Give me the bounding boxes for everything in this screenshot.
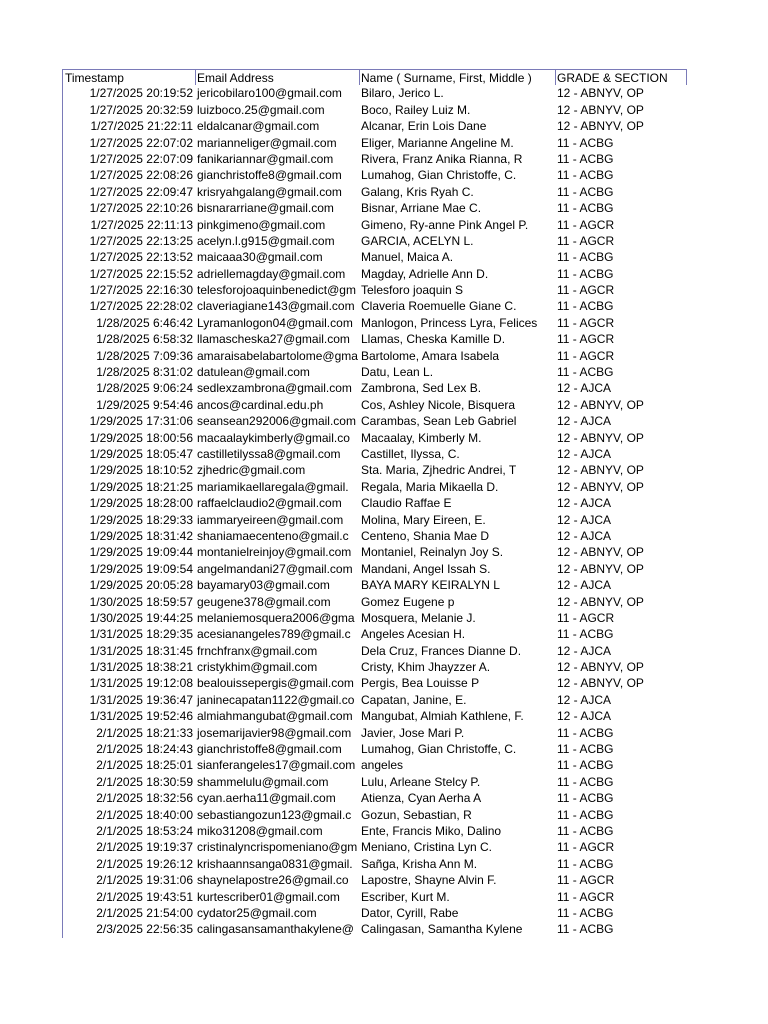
table-row bbox=[63, 151, 688, 167]
email-cell[interactable]: cristykhim@gmail.com bbox=[197, 660, 318, 675]
timestamp-cell[interactable]: 2/1/2025 18:53:24 bbox=[96, 823, 193, 838]
table-row bbox=[63, 528, 688, 544]
name-cell[interactable]: Castillet, Ilyssa, C. bbox=[361, 446, 460, 461]
timestamp-cell[interactable]: 2/1/2025 18:21:33 bbox=[96, 725, 193, 740]
email-cell[interactable]: sebastiangozun123@gmail.c bbox=[197, 807, 352, 822]
timestamp-cell[interactable]: 1/28/2025 7:09:36 bbox=[96, 348, 193, 363]
timestamp-cell[interactable]: 2/1/2025 21:54:00 bbox=[96, 905, 193, 920]
table-row bbox=[63, 675, 688, 691]
timestamp-cell[interactable]: 1/27/2025 22:15:52 bbox=[89, 266, 193, 281]
timestamp-cell[interactable]: 1/31/2025 19:36:47 bbox=[89, 692, 193, 707]
name-cell[interactable]: Escriber, Kurt M. bbox=[361, 889, 450, 904]
timestamp-cell[interactable]: 1/27/2025 22:07:09 bbox=[89, 151, 193, 166]
email-cell[interactable]: telesforojoaquinbenedict@gm bbox=[197, 283, 356, 298]
name-cell[interactable]: Capatan, Janine, E. bbox=[361, 692, 467, 707]
grade-cell[interactable]: 11 - ACBG bbox=[557, 823, 614, 838]
grade-cell[interactable]: 12 - AJCA bbox=[557, 381, 612, 396]
email-cell[interactable]: jericobilaro100@gmail.com bbox=[197, 86, 342, 101]
name-cell[interactable]: Alcanar, Erin Lois Dane bbox=[361, 119, 487, 134]
timestamp-cell[interactable]: 1/28/2025 9:06:24 bbox=[96, 381, 193, 396]
name-cell[interactable]: Gimeno, Ry-anne Pink Angel P. bbox=[361, 217, 529, 232]
timestamp-cell[interactable]: 2/1/2025 18:40:00 bbox=[96, 807, 193, 822]
grade-cell[interactable]: 11 - AGCR bbox=[557, 873, 615, 888]
email-cell[interactable]: sianferangeles17@gmail.com bbox=[197, 758, 356, 773]
table-row bbox=[63, 905, 688, 921]
email-cell[interactable]: shaniamaecenteno@gmail.c bbox=[197, 528, 349, 543]
grade-cell[interactable]: 11 - ACBG bbox=[557, 742, 614, 757]
email-cell[interactable]: cristinalyncrispomeniano@gm bbox=[197, 840, 358, 855]
name-cell[interactable]: Carambas, Sean Leb Gabriel bbox=[361, 414, 517, 429]
name-cell[interactable]: Regala, Maria Mikaella D. bbox=[361, 479, 499, 494]
table-row bbox=[63, 790, 688, 806]
name-cell[interactable]: Rivera, Franz Anika Rianna, R bbox=[361, 151, 523, 166]
timestamp-cell[interactable]: 1/27/2025 22:11:13 bbox=[90, 217, 193, 232]
grade-cell[interactable]: 11 - ACBG bbox=[557, 184, 614, 199]
timestamp-cell[interactable]: 2/1/2025 18:32:56 bbox=[96, 791, 193, 806]
table-row bbox=[63, 364, 688, 380]
timestamp-cell[interactable]: 1/27/2025 22:07:02 bbox=[89, 135, 193, 150]
name-cell[interactable]: Lulu, Arleane Stelcy P. bbox=[361, 774, 481, 789]
grade-cell[interactable]: 11 - ACBG bbox=[557, 266, 614, 281]
email-cell[interactable]: josemarijavier98@gmail.com bbox=[197, 725, 352, 740]
grade-cell[interactable]: 12 - ABNYV, OP bbox=[557, 463, 644, 478]
grade-cell[interactable]: 12 - AJCA bbox=[557, 709, 612, 724]
header-name[interactable]: Name ( Surname, First, Middle ) bbox=[359, 69, 555, 85]
name-cell[interactable]: Claveria Roemuelle Giane C. bbox=[361, 299, 517, 314]
grade-cell[interactable]: 12 - ABNYV, OP bbox=[557, 479, 644, 494]
table-row bbox=[63, 85, 688, 101]
grade-cell[interactable]: 12 - ABNYV, OP bbox=[557, 86, 644, 101]
name-cell[interactable]: Mangubat, Almiah Kathlene, F. bbox=[361, 709, 524, 724]
timestamp-cell[interactable]: 1/29/2025 19:09:54 bbox=[89, 561, 193, 576]
table-row bbox=[63, 331, 688, 347]
table-row bbox=[63, 298, 688, 314]
grade-cell[interactable]: 11 - ACBG bbox=[557, 807, 614, 822]
timestamp-cell[interactable]: 1/27/2025 22:13:25 bbox=[89, 233, 193, 248]
table-row bbox=[63, 610, 688, 626]
timestamp-cell[interactable]: 1/27/2025 22:09:47 bbox=[89, 184, 193, 199]
name-cell[interactable]: Centeno, Shania Mae D bbox=[361, 528, 490, 543]
name-cell[interactable]: Magday, Adrielle Ann D. bbox=[361, 266, 489, 281]
grade-cell[interactable]: 12 - AJCA bbox=[557, 528, 612, 543]
table-row bbox=[63, 249, 688, 265]
table-row bbox=[63, 282, 688, 298]
email-cell[interactable]: pinkgimeno@gmail.com bbox=[197, 217, 326, 232]
name-cell[interactable]: Gozun, Sebastian, R bbox=[361, 807, 472, 822]
email-cell[interactable]: almiahmangubat@gmail.com bbox=[197, 709, 353, 724]
grade-cell[interactable]: 11 - ACBG bbox=[557, 299, 614, 314]
timestamp-cell[interactable]: 1/31/2025 18:31:45 bbox=[89, 643, 193, 658]
email-cell[interactable]: cyan.aerha11@gmail.com bbox=[197, 791, 336, 806]
grade-cell[interactable]: 11 - AGCR bbox=[557, 840, 615, 855]
timestamp-cell[interactable]: 1/30/2025 19:44:25 bbox=[89, 610, 193, 625]
table-row bbox=[63, 184, 688, 200]
grade-cell[interactable]: 11 - ACBG bbox=[557, 151, 614, 166]
name-cell[interactable]: Llamas, Cheska Kamille D. bbox=[361, 332, 506, 347]
table-row bbox=[63, 348, 688, 364]
table-row bbox=[63, 462, 688, 478]
table-row bbox=[63, 839, 688, 855]
email-cell[interactable]: kurtescriber01@gmail.com bbox=[197, 889, 340, 904]
table-row bbox=[63, 889, 688, 905]
table-row bbox=[63, 692, 688, 708]
timestamp-cell[interactable]: 1/29/2025 9:54:46 bbox=[96, 397, 193, 412]
grade-cell[interactable]: 12 - AJCA bbox=[557, 446, 612, 461]
name-cell[interactable]: Dator, Cyrill, Rabe bbox=[361, 905, 459, 920]
email-cell[interactable]: seansean292006@gmail.com bbox=[197, 414, 356, 429]
name-cell[interactable]: Lumahog, Gian Christoffe, C. bbox=[361, 742, 517, 757]
timestamp-cell[interactable]: 1/31/2025 19:12:08 bbox=[89, 676, 193, 691]
timestamp-cell[interactable]: 1/29/2025 18:21:25 bbox=[89, 479, 193, 494]
name-cell[interactable]: Angeles Acesian H. bbox=[361, 627, 466, 642]
table-row bbox=[63, 118, 688, 134]
grade-cell[interactable]: 11 - ACBG bbox=[557, 135, 614, 150]
name-cell[interactable]: Javier, Jose Mari P. bbox=[361, 725, 465, 740]
email-cell[interactable]: Lyramanlogon04@gmail.com bbox=[197, 315, 353, 330]
timestamp-cell[interactable]: 2/1/2025 19:31:06 bbox=[96, 873, 193, 888]
name-cell[interactable]: Mandani, Angel Issah S. bbox=[361, 561, 491, 576]
table-row bbox=[63, 872, 688, 888]
grade-cell[interactable]: 12 - AJCA bbox=[557, 578, 612, 593]
email-cell[interactable]: mariamikaellaregala@gmail. bbox=[197, 479, 349, 494]
email-cell[interactable]: raffaelclaudio2@gmail.com bbox=[197, 496, 342, 511]
email-cell[interactable]: bisnararriane@gmail.com bbox=[197, 201, 334, 216]
email-cell[interactable]: krisryahgalang@gmail.com bbox=[197, 184, 342, 199]
table-row bbox=[63, 397, 688, 413]
grade-cell[interactable]: 11 - AGCR bbox=[557, 233, 615, 248]
email-cell[interactable]: melaniemosquera2006@gma bbox=[197, 610, 355, 625]
name-cell[interactable]: Pergis, Bea Louisse P bbox=[361, 676, 480, 691]
grade-cell[interactable]: 11 - AGCR bbox=[557, 610, 615, 625]
grade-cell[interactable]: 12 - AJCA bbox=[557, 643, 612, 658]
grade-cell[interactable]: 11 - AGCR bbox=[557, 348, 615, 363]
name-cell[interactable]: Meniano, Cristina Lyn C. bbox=[361, 840, 492, 855]
table-row bbox=[63, 512, 688, 528]
email-cell[interactable]: angelmandani27@gmail.com bbox=[197, 561, 353, 576]
grade-cell[interactable]: 12 - AJCA bbox=[557, 414, 612, 429]
email-cell[interactable]: luizboco.25@gmail.com bbox=[197, 102, 325, 117]
table-body bbox=[62, 85, 688, 937]
table-row bbox=[63, 413, 688, 429]
grade-cell[interactable]: 11 - ACBG bbox=[557, 627, 614, 642]
timestamp-cell[interactable]: 2/1/2025 18:25:01 bbox=[96, 758, 193, 773]
table-row bbox=[63, 479, 688, 495]
name-cell[interactable]: Claudio Raffae E bbox=[361, 496, 452, 511]
table-row bbox=[63, 626, 688, 642]
email-cell[interactable]: acelyn.l.g915@gmail.com bbox=[197, 233, 335, 248]
timestamp-cell[interactable]: 1/29/2025 18:05:47 bbox=[89, 446, 193, 461]
table-row bbox=[63, 856, 688, 872]
table-row bbox=[63, 430, 688, 446]
grade-cell[interactable]: 11 - AGCR bbox=[557, 283, 615, 298]
timestamp-cell[interactable]: 2/1/2025 19:26:12 bbox=[96, 856, 193, 871]
timestamp-cell[interactable]: 1/31/2025 18:38:21 bbox=[89, 660, 193, 675]
grade-cell[interactable]: 11 - ACBG bbox=[557, 856, 614, 871]
table-row bbox=[63, 807, 688, 823]
table-row bbox=[63, 200, 688, 216]
name-cell[interactable]: Lumahog, Gian Christoffe, C. bbox=[361, 168, 517, 183]
timestamp-cell[interactable]: 2/1/2025 19:43:51 bbox=[96, 889, 193, 904]
table-row bbox=[63, 544, 688, 560]
grade-cell[interactable]: 11 - AGCR bbox=[557, 889, 615, 904]
email-cell[interactable]: marianneliger@gmail.com bbox=[197, 135, 337, 150]
table-row bbox=[63, 774, 688, 790]
grade-cell[interactable]: 11 - AGCR bbox=[557, 315, 615, 330]
table-row bbox=[63, 921, 688, 937]
name-cell[interactable]: Dela Cruz, Frances Dianne D. bbox=[361, 643, 522, 658]
header-timestamp[interactable]: Timestamp bbox=[62, 69, 195, 85]
email-cell[interactable]: miko31208@gmail.com bbox=[197, 823, 323, 838]
name-cell[interactable]: Montaniel, Reinalyn Joy S. bbox=[361, 545, 504, 560]
table-row bbox=[63, 757, 688, 773]
email-cell[interactable]: bealouissepergis@gmail.com bbox=[197, 676, 354, 691]
grade-cell[interactable]: 11 - ACBG bbox=[557, 922, 614, 937]
timestamp-cell[interactable]: 1/31/2025 18:29:35 bbox=[89, 627, 193, 642]
email-cell[interactable]: eldalcanar@gmail.com bbox=[197, 119, 320, 134]
timestamp-cell[interactable]: 2/1/2025 18:30:59 bbox=[96, 774, 193, 789]
name-cell[interactable]: Telesforo joaquin S bbox=[361, 283, 464, 298]
name-cell[interactable]: Galang, Kris Ryah C. bbox=[361, 184, 474, 199]
timestamp-cell[interactable]: 1/29/2025 18:31:42 bbox=[89, 528, 193, 543]
grade-cell[interactable]: 11 - ACBG bbox=[557, 365, 614, 380]
grade-cell[interactable]: 12 - ABNYV, OP bbox=[557, 561, 644, 576]
table-row bbox=[63, 708, 688, 724]
table-row bbox=[63, 102, 688, 118]
name-cell[interactable]: Sta. Maria, Zjhedric Andrei, T bbox=[361, 463, 517, 478]
name-cell[interactable]: Bilaro, Jerico L. bbox=[361, 86, 444, 101]
timestamp-cell[interactable]: 1/30/2025 18:59:57 bbox=[89, 594, 193, 609]
timestamp-cell[interactable]: 1/27/2025 22:16:30 bbox=[89, 283, 193, 298]
email-cell[interactable]: shaynelapostre26@gmail.co bbox=[197, 873, 349, 888]
name-cell[interactable]: BAYA MARY KEIRALYN L bbox=[361, 578, 500, 593]
email-cell[interactable]: krishaannsanga0831@gmail. bbox=[197, 856, 353, 871]
timestamp-cell[interactable]: 1/27/2025 20:32:59 bbox=[89, 102, 193, 117]
grade-cell[interactable]: 11 - ACBG bbox=[557, 250, 614, 265]
timestamp-cell[interactable]: 1/27/2025 22:08:26 bbox=[89, 168, 193, 183]
email-cell[interactable]: shammelulu@gmail.com bbox=[197, 774, 329, 789]
grade-cell[interactable]: 12 - ABNYV, OP bbox=[557, 676, 644, 691]
table-row bbox=[63, 594, 688, 610]
grade-cell[interactable]: 11 - ACBG bbox=[557, 905, 614, 920]
name-cell[interactable]: Cristy, Khim Jhayzzer A. bbox=[361, 660, 491, 675]
name-cell[interactable]: Molina, Mary Eireen, E. bbox=[361, 512, 486, 527]
email-cell[interactable]: llamascheska27@gmail.com bbox=[197, 332, 350, 347]
table-row bbox=[63, 233, 688, 249]
email-cell[interactable]: castilletilyssa8@gmail.com bbox=[197, 446, 341, 461]
email-cell[interactable]: macaalaykimberly@gmail.co bbox=[197, 430, 350, 445]
name-cell[interactable]: Sañga, Krisha Ann M. bbox=[361, 856, 478, 871]
email-cell[interactable]: janinecapatan1122@gmail.co bbox=[197, 692, 355, 707]
email-cell[interactable]: cydator25@gmail.com bbox=[197, 905, 317, 920]
name-cell[interactable]: Mosquera, Melanie J. bbox=[361, 610, 476, 625]
email-cell[interactable]: maicaaa30@gmail.com bbox=[197, 250, 323, 265]
spreadsheet bbox=[62, 69, 688, 938]
table-row bbox=[63, 823, 688, 839]
email-cell[interactable]: calingasansamanthakylene@ bbox=[197, 922, 354, 937]
header-email[interactable]: Email Address bbox=[195, 69, 359, 85]
email-cell[interactable]: claveriagiane143@gmail.com bbox=[197, 299, 355, 314]
name-cell[interactable]: Manuel, Maica A. bbox=[361, 250, 454, 265]
grade-cell[interactable]: 11 - ACBG bbox=[557, 168, 614, 183]
timestamp-cell[interactable]: 1/27/2025 20:19:52 bbox=[89, 86, 193, 101]
name-cell[interactable]: Bisnar, Arriane Mae C. bbox=[361, 201, 482, 216]
grade-cell[interactable]: 12 - AJCA bbox=[557, 496, 612, 511]
name-cell[interactable]: Lapostre, Shayne Alvin F. bbox=[361, 873, 497, 888]
table-row bbox=[63, 725, 688, 741]
email-cell[interactable]: ancos@cardinal.edu.ph bbox=[197, 397, 324, 412]
grade-cell[interactable]: 12 - ABNYV, OP bbox=[557, 102, 644, 117]
email-cell[interactable]: bayamary03@gmail.com bbox=[197, 578, 330, 593]
table-row bbox=[63, 446, 688, 462]
timestamp-cell[interactable]: 1/29/2025 18:28:00 bbox=[89, 496, 193, 511]
name-cell[interactable]: GARCIA, ACELYN L. bbox=[361, 233, 474, 248]
timestamp-cell[interactable]: 1/27/2025 22:13:52 bbox=[89, 250, 193, 265]
name-cell[interactable]: Bartolome, Amara Isabela bbox=[361, 348, 500, 363]
name-cell[interactable]: Manlogon, Princess Lyra, Felices bbox=[361, 315, 538, 330]
grade-cell[interactable]: 12 - ABNYV, OP bbox=[557, 545, 644, 560]
timestamp-cell[interactable]: 1/27/2025 22:10:26 bbox=[89, 201, 193, 216]
table-row bbox=[63, 659, 688, 675]
grade-cell[interactable]: 12 - AJCA bbox=[557, 692, 612, 707]
timestamp-cell[interactable]: 2/3/2025 22:56:35 bbox=[96, 922, 193, 937]
name-cell[interactable]: angeles bbox=[361, 758, 404, 773]
email-cell[interactable]: gianchristoffe8@gmail.com bbox=[197, 168, 342, 183]
table-row bbox=[63, 577, 688, 593]
timestamp-cell[interactable]: 1/28/2025 6:46:42 bbox=[96, 315, 193, 330]
grade-cell[interactable]: 11 - ACBG bbox=[557, 758, 614, 773]
table-row bbox=[63, 561, 688, 577]
table-row bbox=[63, 135, 688, 151]
timestamp-cell[interactable]: 1/29/2025 17:31:06 bbox=[89, 414, 193, 429]
header-grade[interactable]: GRADE & SECTION bbox=[555, 69, 687, 85]
timestamp-cell[interactable]: 1/29/2025 18:29:33 bbox=[89, 512, 193, 527]
table-row bbox=[63, 380, 688, 396]
table-row bbox=[63, 741, 688, 757]
name-cell[interactable]: Ente, Francis Miko, Dalino bbox=[361, 823, 502, 838]
email-cell[interactable]: fanikariannar@gmail.com bbox=[197, 151, 334, 166]
name-cell[interactable]: Gomez Eugene p bbox=[361, 594, 455, 609]
email-cell[interactable]: sedlexzambrona@gmail.com bbox=[197, 381, 352, 396]
email-cell[interactable]: acesianangeles789@gmail.c bbox=[197, 627, 351, 642]
timestamp-cell[interactable]: 1/27/2025 21:22:11 bbox=[90, 119, 193, 134]
timestamp-cell[interactable]: 1/28/2025 8:31:02 bbox=[96, 365, 193, 380]
email-cell[interactable]: zjhedric@gmail.com bbox=[197, 463, 306, 478]
email-cell[interactable]: frnchfranx@gmail.com bbox=[197, 643, 318, 658]
email-cell[interactable]: amaraisabelabartolome@gma bbox=[197, 348, 358, 363]
email-cell[interactable]: adriellemagday@gmail.com bbox=[197, 266, 346, 281]
grade-cell[interactable]: 11 - ACBG bbox=[557, 201, 614, 216]
table-row bbox=[63, 643, 688, 659]
table-row bbox=[63, 495, 688, 511]
grade-cell[interactable]: 11 - AGCR bbox=[557, 217, 615, 232]
grade-cell[interactable]: 12 - ABNYV, OP bbox=[557, 397, 644, 412]
name-cell[interactable]: Cos, Ashley Nicole, Bisquera bbox=[361, 397, 516, 412]
timestamp-cell[interactable]: 1/29/2025 19:09:44 bbox=[89, 545, 193, 560]
table-row bbox=[63, 167, 688, 183]
name-cell[interactable]: Atienza, Cyan Aerha A bbox=[361, 791, 482, 806]
email-cell[interactable]: montanielreinjoy@gmail.com bbox=[197, 545, 352, 560]
grade-cell[interactable]: 11 - ACBG bbox=[557, 791, 614, 806]
timestamp-cell[interactable]: 1/29/2025 18:10:52 bbox=[89, 463, 193, 478]
grade-cell[interactable]: 12 - ABNYV, OP bbox=[557, 430, 644, 445]
name-cell[interactable]: Zambrona, Sed Lex B. bbox=[361, 381, 482, 396]
grade-cell[interactable]: 12 - ABNYV, OP bbox=[557, 594, 644, 609]
timestamp-cell[interactable]: 1/29/2025 18:00:56 bbox=[89, 430, 193, 445]
table-row bbox=[63, 315, 688, 331]
email-cell[interactable]: iammaryeireen@gmail.com bbox=[197, 512, 344, 527]
grade-cell[interactable]: 12 - ABNYV, OP bbox=[557, 660, 644, 675]
name-cell[interactable]: Macaalay, Kimberly M. bbox=[361, 430, 482, 445]
grade-cell[interactable]: 11 - ACBG bbox=[557, 725, 614, 740]
email-cell[interactable]: datulean@gmail.com bbox=[197, 365, 310, 380]
timestamp-cell[interactable]: 1/29/2025 20:05:28 bbox=[89, 578, 193, 593]
grade-cell[interactable]: 11 - ACBG bbox=[557, 774, 614, 789]
table-row bbox=[63, 217, 688, 233]
email-cell[interactable]: geugene378@gmail.com bbox=[197, 594, 331, 609]
timestamp-cell[interactable]: 2/1/2025 18:24:43 bbox=[96, 742, 193, 757]
name-cell[interactable]: Datu, Lean L. bbox=[361, 365, 434, 380]
name-cell[interactable]: Calingasan, Samantha Kylene bbox=[361, 922, 523, 937]
timestamp-cell[interactable]: 1/28/2025 6:58:32 bbox=[96, 332, 193, 347]
header-row bbox=[62, 69, 688, 85]
grade-cell[interactable]: 12 - AJCA bbox=[557, 512, 612, 527]
grade-cell[interactable]: 11 - AGCR bbox=[557, 332, 615, 347]
table-row bbox=[63, 266, 688, 282]
name-cell[interactable]: Eliger, Marianne Angeline M. bbox=[361, 135, 514, 150]
timestamp-cell[interactable]: 2/1/2025 19:19:37 bbox=[96, 840, 193, 855]
timestamp-cell[interactable]: 1/31/2025 19:52:46 bbox=[89, 709, 193, 724]
grade-cell[interactable]: 12 - ABNYV, OP bbox=[557, 119, 644, 134]
email-cell[interactable]: gianchristoffe8@gmail.com bbox=[197, 742, 342, 757]
timestamp-cell[interactable]: 1/27/2025 22:28:02 bbox=[89, 299, 193, 314]
name-cell[interactable]: Boco, Railey Luiz M. bbox=[361, 102, 471, 117]
